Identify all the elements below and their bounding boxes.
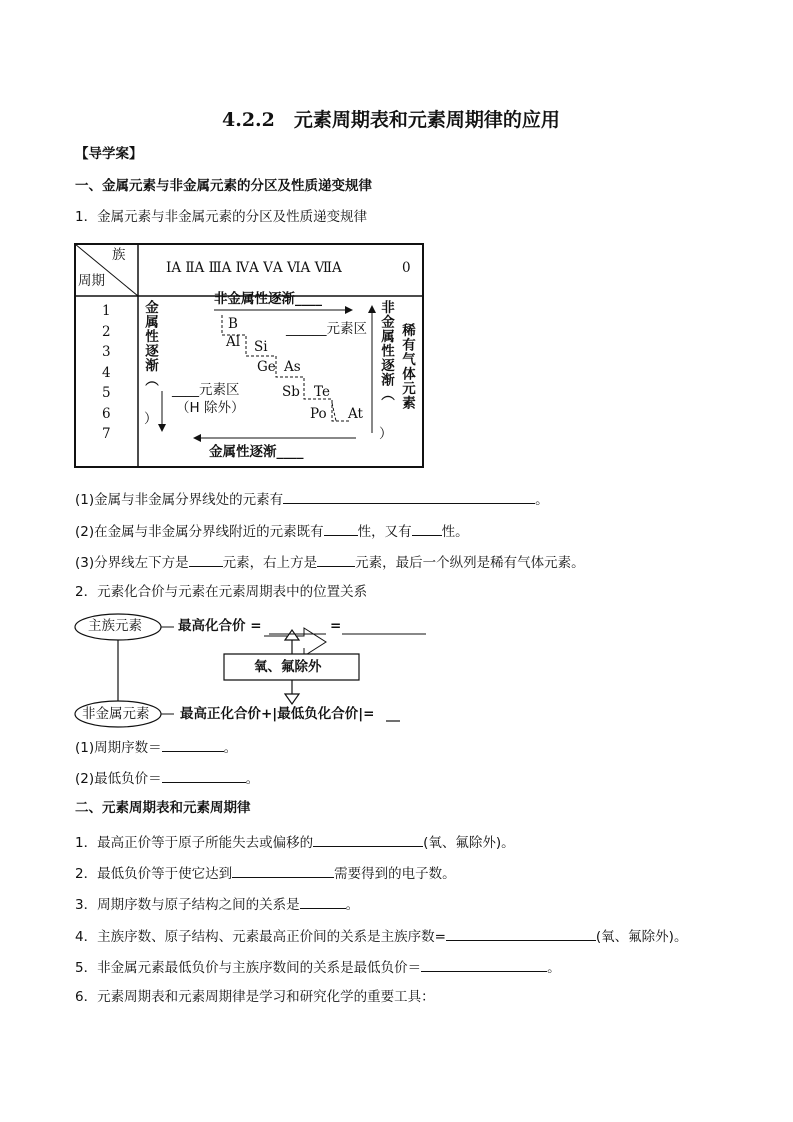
element-Po: Po: [310, 406, 327, 422]
q1-blank[interactable]: [283, 490, 535, 504]
q3-blank-1[interactable]: [189, 553, 223, 567]
metal-trend-close: ）: [144, 411, 158, 427]
p2-line1-b: (氧、氟除外)。: [423, 835, 515, 851]
period-2: 2: [102, 323, 111, 340]
d1: [75, 738, 237, 756]
section-tag: 【导学案】: [75, 146, 143, 162]
q3-text-a: (3)分界线左下方是: [75, 555, 189, 571]
period-7: 7: [102, 426, 111, 442]
metal-zone-label: ____元素区: [172, 382, 240, 398]
p2-line3-blank[interactable]: [300, 895, 346, 909]
d1-blank[interactable]: [162, 738, 224, 752]
element-Te: Te: [314, 384, 330, 400]
corner-period-label: 周期: [78, 273, 105, 289]
q2: [75, 522, 469, 540]
d1-text: (1)周期序数＝: [75, 740, 162, 756]
metal-trend-left: 金属性逐渐____: [209, 444, 304, 460]
q1-end: 。: [535, 492, 549, 508]
nonmetal-trend-up: 非金属性逐渐（: [378, 300, 394, 402]
element-Ge: Ge: [257, 359, 276, 375]
p2-line2-a: 2．最低负价等于使它达到: [75, 866, 233, 882]
periodic-zone-svg: [74, 243, 424, 468]
part1-heading: 一、金属元素与非金属元素的分区及性质递变规律: [75, 178, 372, 194]
p2-line3-a: 3．周期序数与原子结构之间的关系是: [75, 897, 300, 913]
corner-group-label: 族: [112, 247, 126, 263]
element-At: At: [348, 406, 363, 422]
element-Al: Al: [226, 334, 241, 350]
q2-text-a: (2)在金属与非金属分界线附近的元素既有: [75, 524, 324, 540]
period-6: 6: [102, 405, 111, 422]
period-3: 3: [102, 344, 111, 360]
q3-blank-2[interactable]: [317, 553, 355, 567]
p2-line5-blank[interactable]: [421, 958, 547, 972]
p2-line5-a: 5．非金属元素最低负价与主族序数间的关系是最低负价＝: [75, 960, 422, 976]
p2-line1-blank[interactable]: [313, 833, 423, 847]
p2-line1: [75, 833, 515, 851]
element-Sb: Sb: [282, 384, 300, 400]
element-As: As: [284, 359, 301, 375]
page-title: 4.2.2 元素周期表和元素周期律的应用: [222, 109, 560, 131]
p2-line2-b: 需要得到的电子数。: [334, 866, 456, 882]
nonmetal-trend-right: 非金属性逐渐____: [214, 291, 322, 307]
p2-line5: [75, 958, 561, 976]
nonmetal-zone-label: ______元素区: [286, 321, 367, 337]
p2-line4-b: (氧、氟除外)。: [595, 929, 688, 945]
equals-sign: =: [330, 618, 342, 634]
part2-heading: 二、元素周期表和元素周期律: [75, 800, 251, 816]
period-4: 4: [102, 364, 111, 381]
highest-valence-label: 最高化合价 =: [178, 618, 262, 634]
element-Si: Si: [254, 339, 268, 355]
metal-trend-down: 金属性逐渐（: [142, 300, 158, 387]
except-label: 氧、氟除外: [254, 659, 322, 675]
periodic-zone-diagram: [74, 243, 424, 468]
p2-line4: [75, 927, 687, 945]
d2: [75, 769, 259, 787]
valence-sum-label: 最高正化合价+|最低负化合价|=: [180, 706, 375, 722]
p2-line2: [75, 864, 456, 882]
valence-diagram: [74, 610, 434, 730]
d2-text: (2)最低负价＝: [75, 771, 162, 787]
nonmetal-trend-close: ）: [379, 426, 393, 442]
period-5: 5: [102, 385, 111, 401]
q2-blank-1[interactable]: [324, 522, 358, 536]
item2-text: 2．元素化合价与元素在元素周期表中的位置关系: [75, 584, 368, 600]
p2-line5-b: 。: [547, 960, 561, 976]
p2-line6: 6．元素周期表和元素周期律是学习和研究化学的重要工具：: [75, 989, 435, 1005]
q2-blank-2[interactable]: [412, 522, 442, 536]
group-header: ⅠA ⅡA ⅢA ⅣA ⅤA ⅥA ⅦA: [166, 260, 342, 276]
q3-text-b: 元素，右上方是: [222, 555, 318, 571]
p2-line4-a: 4．主族序数、原子结构、元素最高正价间的关系是主族序数=: [75, 929, 446, 945]
q1-text: (1)金属与非金属分界线处的元素有: [75, 492, 284, 508]
item1-text: 1．金属元素与非金属元素的分区及性质递变规律: [75, 209, 368, 225]
d2-blank[interactable]: [162, 769, 246, 783]
nonmetal-label: 非金属元素: [82, 706, 150, 722]
rare-gas-label: 稀有气体元素: [399, 323, 415, 410]
q1: [75, 490, 549, 508]
d2-end: 。: [245, 771, 260, 787]
p2-line2-blank[interactable]: [232, 864, 334, 878]
p2-line4-blank[interactable]: [446, 927, 596, 941]
q2-text-c: 性。: [441, 524, 469, 540]
main-group-label: 主族元素: [88, 618, 142, 634]
p2-line3: [75, 895, 359, 913]
period-numbers: [102, 301, 114, 445]
d1-end: 。: [223, 740, 238, 756]
q2-text-b: 性，又有: [357, 524, 412, 540]
q3-text-c: 元素，最后一个纵列是稀有气体元素。: [355, 555, 585, 571]
p2-line3-b: 。: [345, 897, 360, 913]
q3: [75, 553, 585, 571]
group-zero: 0: [402, 260, 411, 276]
h-except-label: （H 除外）: [176, 400, 245, 416]
p2-line1-a: 1．最高正价等于原子所能失去或偏移的: [75, 835, 314, 851]
element-B: B: [228, 316, 238, 332]
period-1: 1: [102, 303, 111, 319]
